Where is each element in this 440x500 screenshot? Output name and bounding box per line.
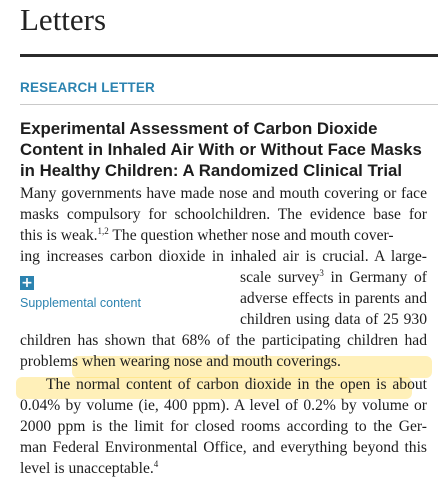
reference-link[interactable]: 3 bbox=[319, 267, 324, 278]
headline-line: Content in Inhaled Air With or Without Face Masks bbox=[20, 140, 422, 159]
body-line: ing increases carbon dioxide in inhaled air is crucial. A large- bbox=[20, 248, 427, 265]
body-line: 0.04% by volume (ie, 400 ppm). A level of 0.2% by volume or bbox=[20, 397, 427, 414]
reference-link[interactable]: 1,2 bbox=[97, 225, 109, 236]
plus-icon[interactable]: + bbox=[21, 275, 33, 291]
body-line: scale survey$^3$ in Germany of bbox=[240, 267, 427, 286]
body-line: adverse effects in parents and bbox=[240, 290, 427, 307]
body-line: 2000 ppm is the limit for closed rooms according to the Ger- bbox=[20, 418, 427, 435]
body-line: masks compulsory for schoolchildren. The evidence base for bbox=[20, 206, 427, 223]
body-line: problems when wearing nose and mouth coverings. bbox=[20, 353, 341, 370]
body-line: level is unacceptable.$^4$ bbox=[20, 458, 159, 477]
divider bbox=[20, 54, 438, 57]
body-line: The normal content of carbon dioxide in the open is about bbox=[46, 376, 427, 393]
body-line: Many governments have made nose and mouth covering or face bbox=[20, 185, 427, 202]
article-category[interactable]: RESEARCH LETTER bbox=[20, 80, 156, 95]
divider bbox=[20, 104, 438, 105]
body-line: children has shown that 68% of the participating children had bbox=[20, 332, 427, 349]
body-line: children using data of 25 930 bbox=[240, 311, 427, 328]
body-line: this is weak.$^{1,2}$ The question whether nose and mouth cover- bbox=[20, 225, 394, 244]
section-title: Letters bbox=[20, 2, 107, 37]
supplemental-content-link[interactable]: Supplemental content bbox=[20, 296, 141, 310]
reference-link[interactable]: 4 bbox=[153, 458, 159, 469]
headline-line: Experimental Assessment of Carbon Dioxide bbox=[20, 119, 378, 138]
headline-line: in Healthy Children: A Randomized Clinical Trial bbox=[20, 161, 402, 180]
article-headline bbox=[20, 118, 440, 181]
body-line: man Federal Environmental Office, and everything beyond this bbox=[20, 439, 427, 456]
